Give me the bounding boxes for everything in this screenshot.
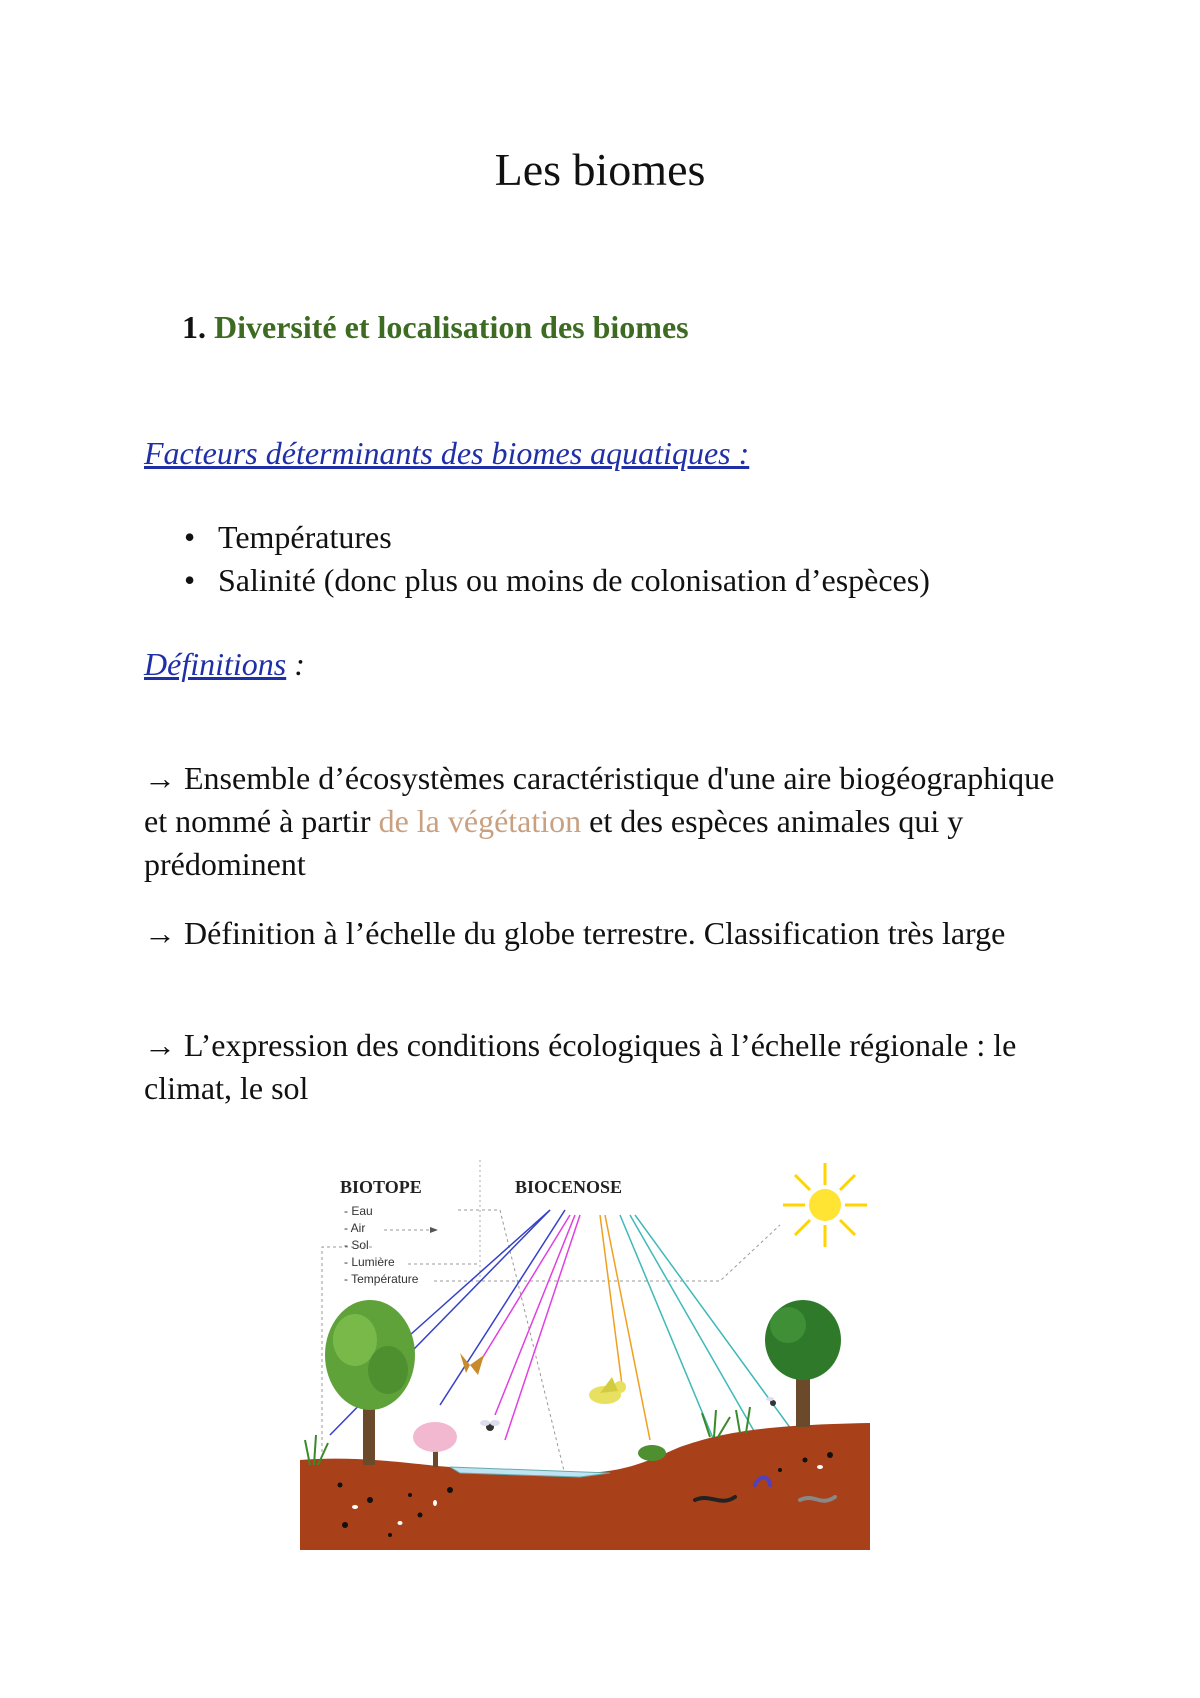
definition-paragraph-1 <box>144 757 1069 886</box>
definitions-heading <box>144 645 305 683</box>
flowering-shrub-icon <box>413 1422 457 1467</box>
list-item: • Températures <box>184 516 930 559</box>
arrow-icon: → <box>144 760 176 796</box>
definitions-heading-text: Définitions <box>144 646 287 682</box>
arrow-icon: → <box>144 1027 176 1063</box>
biocenose-label: BIOCENOSE <box>515 1177 623 1197</box>
list-item: • Salinité (donc plus ou moins de colonisation d’espèces) <box>184 559 930 602</box>
fly-icon <box>766 1397 776 1406</box>
definition-paragraph-2 <box>144 912 1069 955</box>
ecosystem-diagram <box>300 1155 870 1550</box>
arrow-icon: → <box>144 915 176 951</box>
section-heading <box>182 308 689 346</box>
definitions-heading-suffix: : <box>286 646 305 682</box>
definition-paragraph-3 <box>144 1024 1069 1110</box>
document-title: Les biomes <box>494 144 706 195</box>
section-number: 1. <box>182 309 206 345</box>
bird-icon <box>589 1377 626 1404</box>
aquatic-factors-heading-text: Facteurs déterminants des biomes aquatiques : <box>144 435 750 471</box>
tree-icon <box>325 1300 415 1465</box>
frog-icon <box>638 1445 666 1461</box>
definition-text-end: et des espèces animales qui y prédominent <box>144 803 964 882</box>
biotope-item: - Eau <box>344 1204 373 1218</box>
sun-icon <box>783 1163 867 1247</box>
aquatic-factors-list <box>184 516 930 602</box>
soil-layer <box>300 1423 870 1550</box>
biotope-item: - Sol <box>344 1238 369 1252</box>
definition-text: L’expression des conditions écologiques à l’échelle régionale : le climat, le sol <box>144 1027 1017 1106</box>
definition-highlight: de la végétation <box>378 803 582 839</box>
definition-text: Définition à l’échelle du globe terrestre. Classification très large <box>176 915 1006 951</box>
section-title: Diversité et localisation des biomes <box>214 309 689 345</box>
biotope-label: BIOTOPE <box>340 1177 422 1197</box>
biotope-item: - Température <box>344 1272 419 1286</box>
aquatic-factors-heading <box>144 434 749 472</box>
definition-text: Ensemble d’écosystèmes caractéristique d'une aire biogéographique et nommé à partir <box>144 760 1055 839</box>
biotope-item: - Lumière <box>344 1255 395 1269</box>
biotope-items <box>344 1204 419 1286</box>
biotope-item: - Air <box>344 1221 366 1235</box>
insect-icon <box>480 1420 500 1431</box>
air-arrowhead <box>430 1227 438 1233</box>
